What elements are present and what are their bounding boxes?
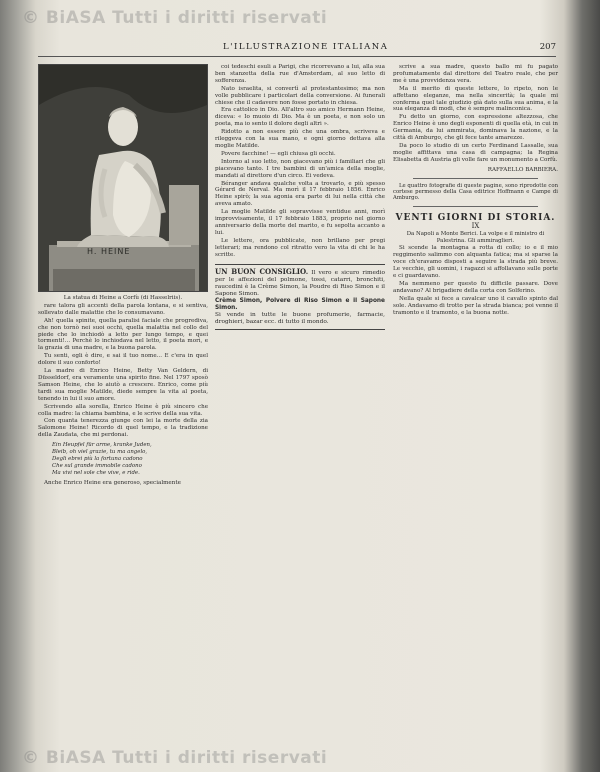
page-number: 207 [539,42,556,52]
col1-paragraph: Anche Enrico Heine era generoso, specialmente [44,479,181,486]
col2-paragraph: Le lettere, ora pubblicate, non brillano per pregi letterari; ma rendono col ritratto vero la vita di chi le ha scritte. [215,237,385,258]
col2-paragraph: La moglie Matilde gli sopravvisse ventidue anni, morì improvvisamente, il 17 febbraio 1883, proprio nel giorno anniversario della morte del marito, e fu sepolta accanto a lui. [215,209,385,236]
col2-paragraph: Intorno al suo letto, non giacevano più i familiari che gli piacevano tanto. I tre bambini di un'amica della moglie, mandati al direttore d'un circo. Ei vedeva. [215,158,385,179]
col2-paragraph: Béranger andava qualche volta a trovarlo, e più spesso Gérard de Nerval. Ma morì il 17 febbraio 1856. Enrico Heine spirò; la sua agonia era parte di lui nella città che aveva amato. [215,180,385,208]
advertisement-box [215,264,385,330]
page-header [38,40,566,54]
advertisement-closing: Si vende in tutte le buone profumerie, farmacie, droghieri, bazar ecc. di tutto il mondo. [215,312,385,326]
col1-paragraph: rare talora gli accenti della parola lontana, e si sentiva, sollevato dalle malattie che lo consumavano. [38,302,208,316]
verse-line: Bleib, oh viel grazie, tu ma angelo, [52,449,148,456]
col2-paragraph: Era cattolico in Dio. All'altro suo amico Hermann Heine, diceva: « Io muoio di Dio. Ma è un poeta, e non solo un poeta, ma io sento il dolore degli altri ». [215,107,385,128]
col1-paragraph: La madre di Enrico Heine, Betty Van Geldern, di Düsseldorf, era veramente una spirito fine. Nel 1797 sposò Samson Heine, che lo aiutò a crescere. Enrico, come più tardi sua moglie Matilde, diede sempre la vita al poeta, tenendo in lui il suo amore. [38,368,208,402]
col2-paragraph: Nato israelita, si convertì al protestantesimo; ma non volle pubblicare i particolari della conversione. Ai funerali chiese che il cadavere non fosse portato in chiesa. [215,85,385,106]
col2-paragraph: Ridotto a non essere più che una ombra, scriveva e rileggeva con la sua mano, e ogni giorno dettava alla moglie Matilde. [215,129,385,149]
newspaper-page [38,40,566,750]
column-1 [38,64,208,488]
col3-body-paragraph: Ma nemmeno per questo fu difficile passare. Dove andavano? Al brigadiere della corta con Solferino. [393,280,558,294]
col1-paragraph: Con quanta tenerezza giunge con lei la morte della zia Salomone Heine! Ricordo di quel tempo, e la tradizione della Zaudata, che mi perdonai. [38,418,208,439]
divider [413,178,538,179]
col1-paragraph: Tu senti, egli è dire, e sai il tuo nome... E c'era in quel dolore il suo conforto! [38,353,208,367]
photo-credit-note: Le quattro fotografie di queste pagine, sono riprodotte con cortese permesso della Casa editrice Hoffmann e Campe di Amburgo. [393,182,558,202]
watermark-top: © BiASA Tutti i diritti riservati [22,8,328,28]
col3-paragraph: scrive a sua madre, questo ballo mi fu pagato profumatamente dal direttore del Teatro reale, che per me è una provvidenza vera. [393,64,558,84]
col3-paragraph: Da poco lo studio di un certo Ferdinand Lassalle, sua moglie affittava una casa di campagna; la Regina Elisabetta di Austria gli volle fare un monumento a Corfù. [393,142,558,163]
watermark-bottom: © BiASA Tutti i diritti riservati [22,748,328,768]
advertisement-text: Il vero e sicuro rimedio per le affezioni del polmone, tossi, catarri, bronchiti, raucedini è la Crème Simon, la Poudre di Riso Simon e il Sapone Simon. [215,270,385,298]
verse-line: Ein Heupfel für arme, kranke Juden, [52,442,152,449]
poem-verse [52,442,208,477]
section-subtitle: Da Napoli a Monte Berici. La volpe e il ministro di Palestrina. Gli ammiraglieri. [406,230,545,244]
col1-paragraph: Ah! quella spinite, quella paralisi faciale che progrediva, che non tornò nei suoi occhi, quella malattia nel collo del piede che lo inchiodò a letto per lungo tempo, e quei tormenti!... Perchè lo inchiodava nel letto, il poeta morì, e la grazia di una madre, e la buona parola. [38,317,208,352]
advertisement-heading: UN BUON CONSIGLIO. [215,267,309,277]
col3-body-paragraph: Nella quale si fece a cavalcar uno il cavallo spinto dal sole. Andavamo di trotto per la strada bianca; poi venne il tramonto e il tramonto, e la buona notte. [393,295,558,316]
column-3 [393,64,558,318]
header-rule [38,56,556,57]
advertisement-products: Crème Simon, Polvere di Riso Simon e il Sapone Simon. [215,298,385,312]
verse-line: Ma vivi nel sole che vive, e ride. [52,469,140,476]
statue-engraving [39,65,207,291]
divider [413,206,538,207]
col3-paragraph: Fu detto un giorno, con espressione altezzosa, che Enrico Heine è uno degli esponenti di quella età, in cui in Germania, da lui ammirata, dominava la nazione, e la città di Amburgo, che gli fece tante amarezze. [393,114,558,142]
col2-paragraph: coi tedeschi esuli a Parigi, che ricorrevano a lui, alla sua ben stanzetta della rue d'Amsterdam, al suo letto di sofferenza. [215,64,385,84]
author-signature: RAFFAELLO BARBIERA. [487,166,558,173]
col2-paragraph: Povere facchine! — egli chiusa gli occhi. [221,150,336,157]
col3-paragraph: Ma il merito di queste lettere, lo ripeto, non le affettano eleganze, ma nella sincerità; la quale mi conferma quel tale giudizio già dato sulla sua anima, e la sua eleganza di modi, che è sempre malinconica. [393,85,558,113]
statue-inscription: H. HEINE [87,247,131,256]
heine-statue-illustration [38,64,208,292]
col3-body-paragraph: Si scende la montagna a rotta di collo; io e il mio reggimento salimmo con alquanta fatica; ma si sparse la voce ch'eravamo disposti a seguire la strada più breve. Le vecchie, gli uomini, i ragazzi si affollavano sulle porte e ci guardavano. [393,245,558,280]
column-2 [215,64,385,330]
verse-line: Degli ebrei più la fortuna cadono [52,455,143,462]
publication-title: L'ILLUSTRAZIONE ITALIANA [223,42,389,52]
section-title: VENTI GIORNI DI STORIA. [395,212,556,223]
col1-paragraph: Scrivendo alla sorella, Enrico Heine è più sincero che colla madre: la chiama bambina, e le scrive della sua vita. [38,403,208,417]
verse-line: Che sul grande immobile cadono [52,462,142,469]
illustration-caption: La statua di Heine a Corfù (di Hasselriis). [63,295,183,301]
section-number: IX [471,221,480,230]
